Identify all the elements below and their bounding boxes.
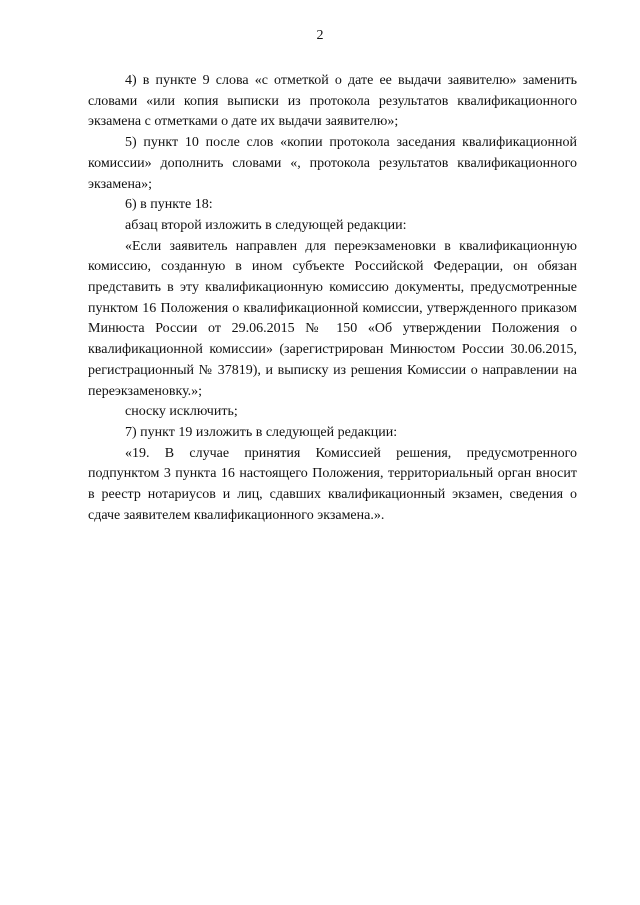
paragraph-footnote-remove: сноску исключить; (125, 404, 238, 420)
paragraph-item-5: 5) пункт 10 после слов «копии протокола заседания квалификационной комиссии» дополнить словами «, протокола результатов квалификационного экзамена»; (88, 135, 577, 192)
paragraph-item-7: 7) пункт 19 изложить в следующей редакции: (125, 424, 398, 440)
paragraph-second-abzac: абзац второй изложить в следующей редакции: (125, 217, 407, 233)
paragraph-quote-19: «19. В случае принятия Комиссией решения, предусмотренного подпунктом 3 пункта 16 настоящего Положения, территориальный орган вносит в реестр нотариусов и лиц, сдавших квалификационный экзамен, сведения о сдаче заявителем квалификационного экзамена.». (88, 445, 577, 523)
page-number: 2 (316, 28, 324, 43)
document-body (88, 71, 577, 526)
paragraph-quote-reexam: «Если заявитель направлен для переэкзаменовки в квалификационную комиссию, созданную в ином субъекте Российской Федерации, он обязан представить в эту квалификационную комиссию документы, предусмотренные пунктом 16 Положения о квалификационной комиссии, утвержденного приказом Минюста России от 29.06.2015 № 150 «Об утверждении Положения о квалификационной комиссии» (зарегистрирован Минюстом России 30.06.2015, регистрационный № 37819), и выписку из решения Комиссии о направлении на переэкзаменовку.»; (88, 238, 577, 399)
paragraph-item-4: 4) в пункте 9 слова «с отметкой о дате ее выдачи заявителю» заменить словами «или копия выписки из протокола результатов квалификационного экзамена с отметками о дате их выдачи заявителю»; (88, 73, 577, 130)
paragraph-item-6: 6) в пункте 18: (125, 197, 213, 213)
